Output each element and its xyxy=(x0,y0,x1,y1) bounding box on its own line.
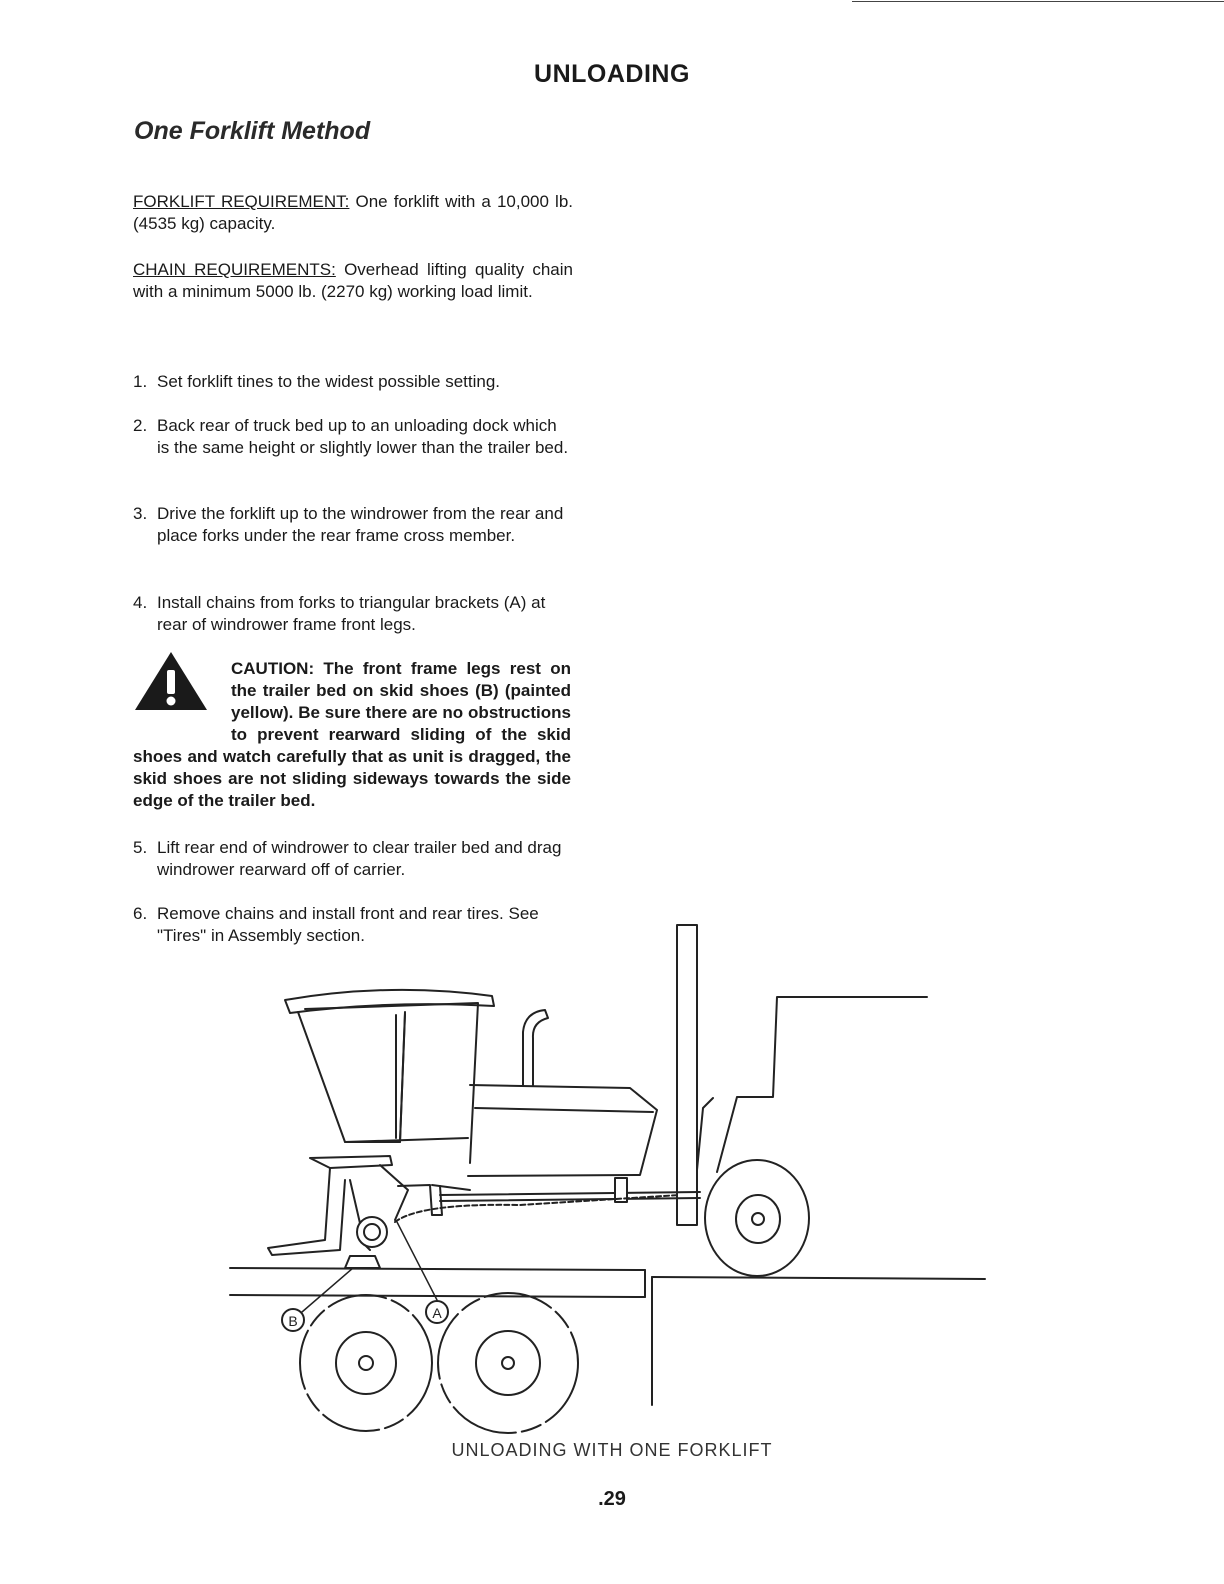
step-number: 4. xyxy=(133,593,148,612)
step-text: Drive the forklift up to the windrower from the rear and place forks under the rear frame cross member. xyxy=(157,504,564,545)
step-number: 3. xyxy=(133,504,148,523)
callout-b-label: B xyxy=(288,1313,298,1329)
page-number: .29 xyxy=(598,1488,626,1510)
step-text: Back rear of truck bed up to an unloading dock which is the same height or slightly lower than the trailer bed. xyxy=(157,416,569,457)
engine-hood xyxy=(468,1085,657,1176)
step-text: Lift rear end of windrower to clear trailer bed and drag windrower rearward off of carrier. xyxy=(157,838,562,879)
step-number: 2. xyxy=(133,416,148,435)
step-text: Remove chains and install front and rear tires. See "Tires" in Assembly section. xyxy=(157,904,539,945)
callout-a-label: A xyxy=(432,1305,442,1321)
trailer-wheel-right-hub xyxy=(476,1331,540,1395)
skid-shoe xyxy=(345,1256,380,1268)
trailer-wheel-right xyxy=(438,1293,578,1433)
figure-caption: UNLOADING WITH ONE FORKLIFT xyxy=(451,1440,773,1460)
forklift-wheel xyxy=(705,1160,809,1276)
chain-requirement-label: CHAIN REQUIREMENTS: xyxy=(133,260,336,279)
windrower-cab xyxy=(285,990,494,1163)
trailer-wheel-left-hub xyxy=(336,1332,396,1394)
exhaust-pipe xyxy=(523,1010,548,1085)
step-text: Set forklift tines to the widest possible setting. xyxy=(157,372,501,391)
chain-requirement-text: Overhead lifting quality chain with a minimum 5000 lb. (2270 kg) working load limit. xyxy=(133,260,573,301)
trailer-bed xyxy=(230,1268,645,1297)
unloading-dock xyxy=(652,1277,985,1405)
step-number: 6. xyxy=(133,904,148,923)
step-text: Install chains from forks to triangular brackets (A) at rear of windrower frame front legs. xyxy=(157,593,546,634)
page-title: UNLOADING xyxy=(534,60,690,88)
forklift-requirement-label: FORKLIFT REQUIREMENT: xyxy=(133,192,350,211)
trailer-wheel-left xyxy=(300,1295,432,1431)
forklift-body xyxy=(697,997,927,1172)
section-subtitle: One Forklift Method xyxy=(134,117,371,145)
caution-text: CAUTION: The front frame legs rest on the trailer bed on skid shoes (B) (painted yellow). Be sure there are no obstructions to prevent rearward sliding of the skid shoes and watch carefully that as unit is dragged, the skid shoes are not sliding sideways towards the side edge of the trailer bed. xyxy=(133,659,571,810)
forklift-requirement-text: One forklift with a 10,000 lb. (4535 kg) capacity. xyxy=(133,192,573,233)
step-number: 5. xyxy=(133,838,148,857)
forklift-mast xyxy=(677,925,697,1225)
step-number: 1. xyxy=(133,372,148,391)
